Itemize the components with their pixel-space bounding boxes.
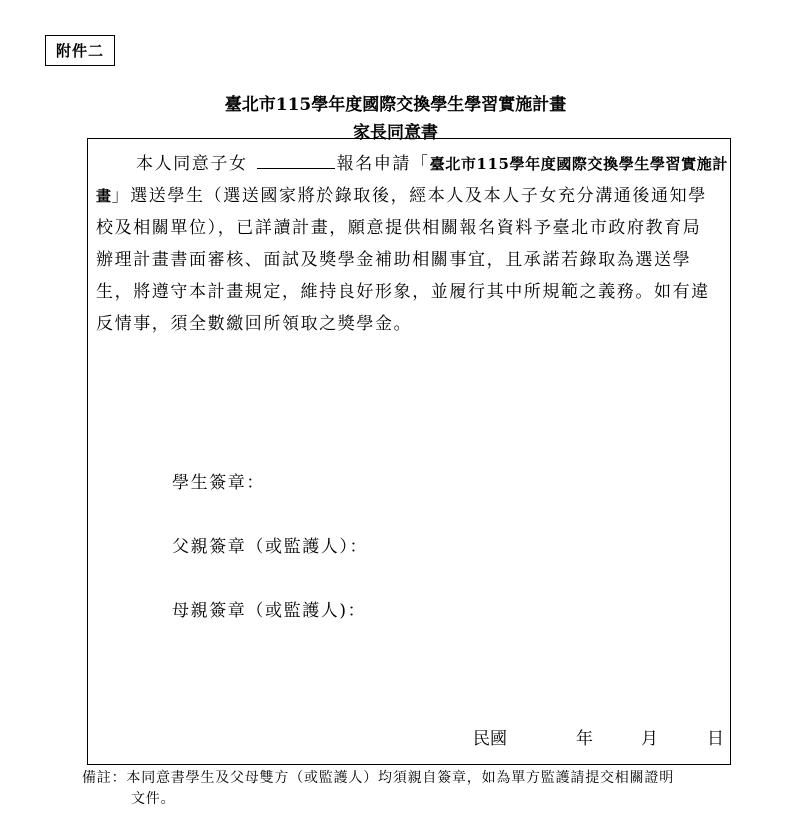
plan-name-part2: 畫	[96, 187, 112, 205]
consent-line-2	[96, 181, 707, 206]
document-subtitle: 家長同意書	[353, 123, 438, 143]
consent-line-6: 反情事，須全數繳回所領取之獎學金。	[96, 314, 413, 334]
consent-line-2-text: 」選送學生（選送國家將於錄取後，經本人及本人子女充分溝通後通知學	[111, 186, 707, 206]
plan-name-part1: 臺北市115學年度國際交換學生學習實施計	[429, 155, 728, 173]
attachment-label: 附件二	[45, 35, 115, 66]
consent-prefix: 本人同意子女	[136, 154, 248, 174]
consent-line-3: 校及相關單位），已詳讀計畫，願意提供相關報名資料予臺北市政府教育局	[96, 218, 702, 238]
mother-signature-label: 母親簽章（或監護人)：	[172, 601, 367, 621]
date-month: 月	[641, 729, 658, 749]
document-title: 臺北市115學年度國際交換學生學習實施計畫	[224, 95, 567, 115]
consent-line-4: 辦理計畫書面審核、面試及獎學金補助相關事宜，且承諾若錄取為選送學	[96, 250, 692, 270]
child-name-blank[interactable]	[257, 151, 335, 169]
consent-line-1	[136, 149, 728, 174]
note-line-2: 文件。	[131, 791, 176, 807]
student-signature-label: 學生簽章：	[172, 473, 265, 493]
date-year: 年	[576, 729, 593, 749]
note-line-1: 備註：本同意書學生及父母雙方（或監護人）均須親自簽章，如為單方監護請提交相關證明	[82, 770, 674, 786]
father-signature-label: 父親簽章（或監護人）：	[172, 537, 369, 557]
consent-line-5: 生，將遵守本計畫規定，維持良好形象，並履行其中所規範之義務。如有違	[96, 282, 710, 302]
date-day: 日	[707, 729, 724, 749]
date-era: 民國	[473, 729, 507, 749]
consent-apply-text: 報名申請「	[336, 154, 430, 174]
